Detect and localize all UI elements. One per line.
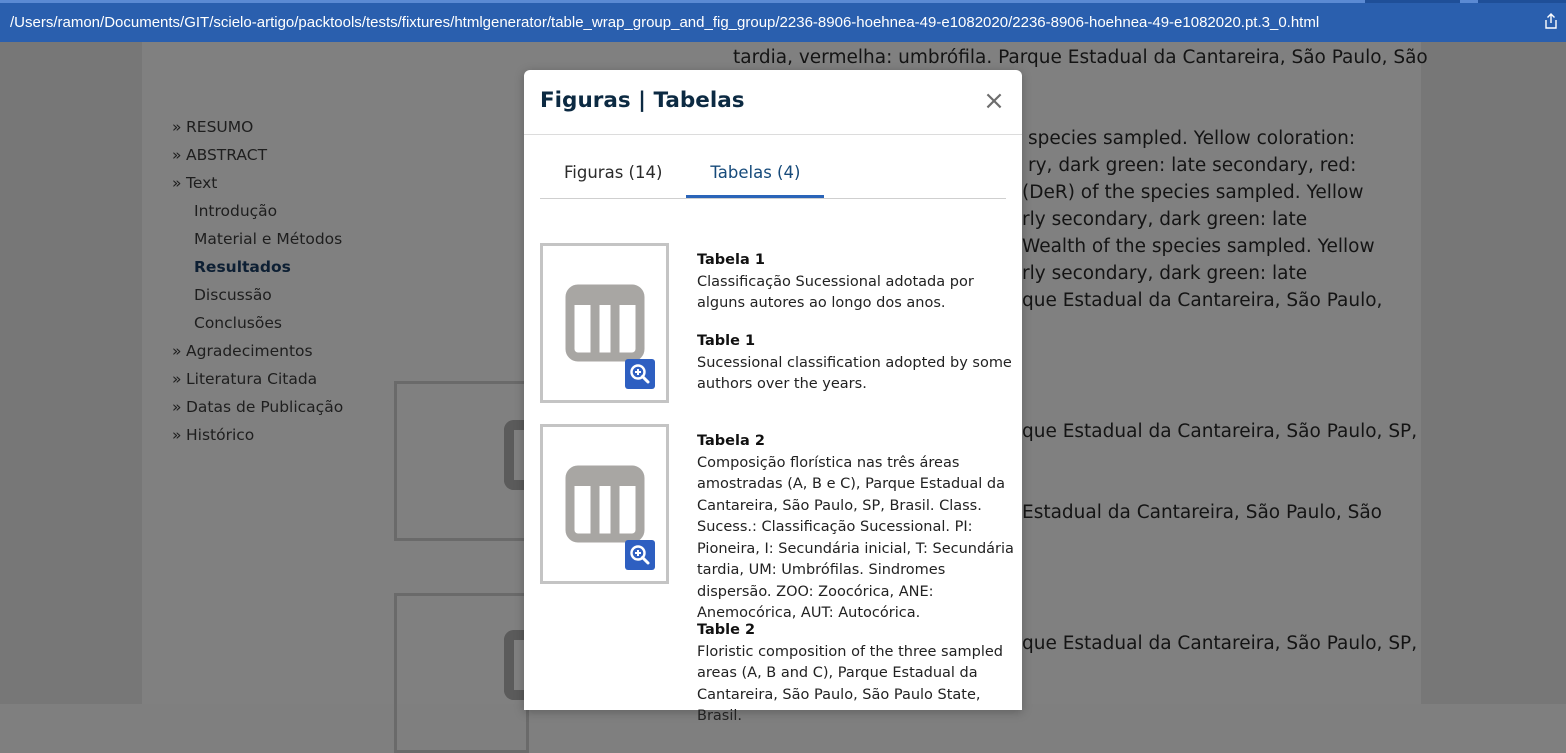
article-text-line: tardia, vermelha: umbrófila. Parque Estadual da Cantareira, São Paulo, São [733,47,1428,68]
share-icon[interactable] [1536,13,1566,33]
modal-header [524,70,1022,135]
toc-item-introducao[interactable]: Introdução [194,202,278,220]
table-caption-pt[interactable] [697,250,1017,315]
table-description-pt: Composição florística nas três áreas amostradas (A, B e C), Parque Estadual da Cantareira, São Paulo, SP, Brasil. Class. Sucess.: Classificação Sucessional. PI: Pioneira, I: Secundária inicial, T: Secundária tardia, UM: Umbrófilas. Sindromes dispersão. ZOO: Zoocórica, ANE: Anemocórica, AUT: Autocórica. [697,454,1014,621]
tab-strip-indicator [1478,0,1566,3]
zoom-in-icon [625,540,655,570]
article-table-of-contents [172,117,343,453]
article-text-line: (DeR) of the species sampled. Yellow [1022,182,1364,203]
table-title-pt: Tabela 1 [697,252,765,268]
table-title-en: Table 1 [697,333,756,349]
article-text-line: rly secondary, dark green: late [1022,209,1308,230]
chevron-icon: » [172,370,182,388]
toc-item-discussao[interactable]: Discussão [194,286,272,304]
article-text-line: que Estadual da Cantareira, São Paulo, SP, [1022,421,1418,442]
browser-address-bar[interactable] [0,0,1566,42]
toc-item-resumo[interactable]: » RESUMO [172,117,343,145]
chevron-icon: » [172,118,182,136]
article-text-line: que Estadual da Cantareira, São Paulo, [1022,290,1383,311]
url-text[interactable]: /Users/ramon/Documents/GIT/scielo-artigo/packtools/tests/fixtures/htmlgenerator/table_wrap_group_and_fig_group/2236-8906-hoehnea-49-e1082020/2236-8906-hoehnea-49-e1082020.pt.3_0.html [10,14,1320,31]
table-description-en: Floristic composition of the three sampled areas (A, B and C), Parque Estadual da Cantareira, São Paulo, São Paulo State, Brasil. [697,643,1003,724]
tab-figuras[interactable]: Figuras (14) [564,163,663,182]
zoom-button[interactable] [625,359,655,389]
chevron-icon: » [172,426,182,444]
table-entry [540,424,1014,724]
tab-strip-indicator [1365,0,1460,3]
page-gutter-left [0,42,142,704]
zoom-in-icon [625,359,655,389]
toc-item-literatura-citada[interactable]: » Literatura Citada [172,369,343,397]
modal-title: Figuras | Tabelas [540,88,745,113]
close-icon: × [983,86,1005,116]
chevron-icon: » [172,398,182,416]
article-text-line: rly secondary, dark green: late [1022,263,1308,284]
table-caption-en[interactable] [697,331,1017,396]
article-text-line: ry, dark green: late secondary, red: [1028,155,1357,176]
page-gutter-right [1421,42,1566,704]
chevron-icon: » [172,146,182,164]
table-description-pt: Classificação Sucessional adotada por alguns autores ao longo dos anos. [697,273,974,311]
table-title-pt: Tabela 2 [697,433,765,449]
toc-item-abstract[interactable]: » ABSTRACT [172,145,343,173]
table-caption-en[interactable] [697,620,1017,728]
toc-item-text[interactable]: » Text [172,173,343,201]
zoom-button[interactable] [625,540,655,570]
close-button[interactable] [983,86,1005,116]
toc-item-historico[interactable]: » Histórico [172,425,343,453]
toc-item-resultados[interactable]: Resultados [194,258,291,276]
article-text-line: Wealth of the species sampled. Yellow [1022,236,1375,257]
toc-item-conclusoes[interactable]: Conclusões [194,314,282,332]
chevron-icon: » [172,342,182,360]
table-icon [565,284,645,362]
table-icon [565,465,645,543]
article-text-line: Estadual da Cantareira, São Paulo, São [1022,502,1382,523]
table-entry [540,243,1010,413]
toc-item-material-e-metodos[interactable]: Material e Métodos [194,230,343,248]
table-title-en: Table 2 [697,622,756,638]
table-caption-pt[interactable] [697,431,1021,625]
chevron-icon: » [172,174,182,192]
table-thumbnail[interactable] [540,243,669,403]
toc-item-agradecimentos[interactable]: » Agradecimentos [172,341,343,369]
table-description-en: Sucessional classification adopted by some authors over the years. [697,354,1012,392]
figures-tables-modal [524,70,1022,724]
toc-item-datas-de-publicacao[interactable]: » Datas de Publicação [172,397,343,425]
article-text-line: que Estadual da Cantareira, São Paulo, SP, [1022,633,1418,654]
tab-tabelas[interactable]: Tabelas (4) [686,160,824,198]
table-thumbnail[interactable] [540,424,669,584]
article-text-line: species sampled. Yellow coloration: [1028,128,1356,149]
modal-tabs [540,160,1006,199]
